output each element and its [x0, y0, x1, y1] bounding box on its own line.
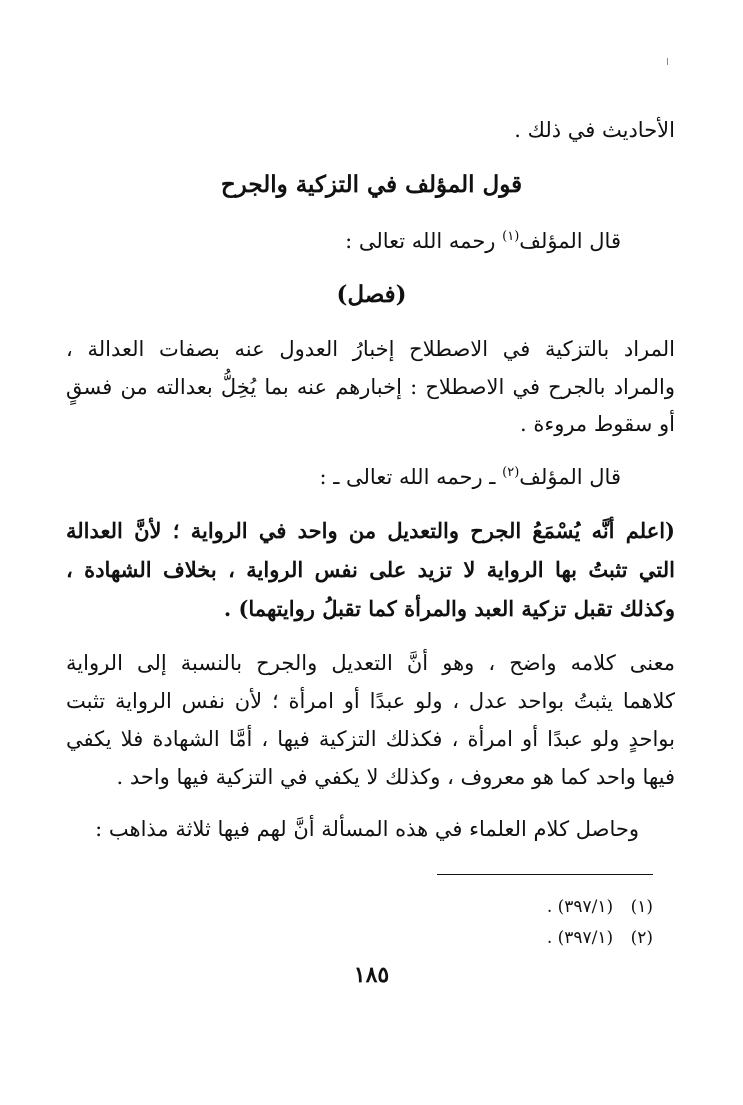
footnote-2-text: (٣٩٧/١) .	[546, 928, 614, 948]
section-heading: قول المؤلف في التزكية والجرح	[220, 171, 523, 198]
author-intro-1	[345, 226, 621, 256]
definition-line-2: والمراد بالجرح في الاصطلاح : إخبارهم عنه بما يُخِلُّ بعدالته من فسقٍ	[66, 375, 675, 399]
intro-1-before: قال المؤلف	[519, 229, 621, 253]
page-number: ١٨٥	[353, 962, 390, 988]
footnote-ref-2[interactable]: (٢)	[502, 465, 520, 480]
commentary-line-1: معنى كلامه واضح ، وهو أنَّ التعديل والجرح بالنسبة إلى الرواية	[66, 651, 675, 675]
footnote-ref-1[interactable]: (١)	[502, 229, 520, 244]
quote-line-3: وكذلك تقبل تزكية العبد والمرأة كما تقبلُ روايتهما) .	[223, 596, 675, 621]
text-line-continuation: الأحاديث في ذلك .	[514, 118, 675, 142]
summary-line: وحاصل كلام العلماء في هذه المسألة أنَّ لهم فيها ثلاثة مذاهب :	[95, 817, 639, 841]
intro-2-after: ـ رحمه الله تعالى ـ :	[319, 465, 503, 489]
footnote-1-number: (١)	[630, 897, 653, 917]
author-intro-2	[319, 462, 621, 492]
definition-line-3: أو سقوط مروءة .	[519, 412, 675, 436]
footnote-1	[547, 895, 653, 919]
footnote-divider	[437, 874, 653, 875]
footnote-2-number: (٢)	[630, 928, 653, 948]
scan-mark	[667, 58, 668, 65]
quote-line-2: التي تثبتُ بها الرواية لا تزيد على نفس الرواية ، بخلاف الشهادة ،	[66, 557, 675, 582]
commentary-line-3: بواحدٍ ولو عبدًا أو امرأة ، فكذلك التزكية فيها ، أمَّا الشهادة فلا يكفي	[66, 727, 675, 751]
commentary-line-2: كلاهما يثبتُ بواحد عدل ، ولو عبدًا أو امرأة ؛ لأن نفس الرواية تثبت	[66, 689, 675, 713]
intro-2-before: قال المؤلف	[519, 465, 621, 489]
definition-line-1: المراد بالتزكية في الاصطلاح إخبارُ العدول عنه بصفات العدالة ،	[66, 337, 675, 361]
commentary-line-4: فيها واحد كما هو معروف ، وكذلك لا يكفي في التزكية فيها واحد .	[116, 765, 675, 789]
quote-line-1: (اعلم أنَّه يُسْمَعُ الجرح والتعديل من واحد في الرواية ؛ لأنَّ العدالة	[66, 518, 675, 543]
chapter-title: (فصل)	[336, 281, 407, 308]
intro-1-after: رحمه الله تعالى :	[345, 229, 503, 253]
footnote-2	[547, 926, 653, 950]
footnote-1-text: (٣٩٧/١) .	[546, 897, 614, 917]
